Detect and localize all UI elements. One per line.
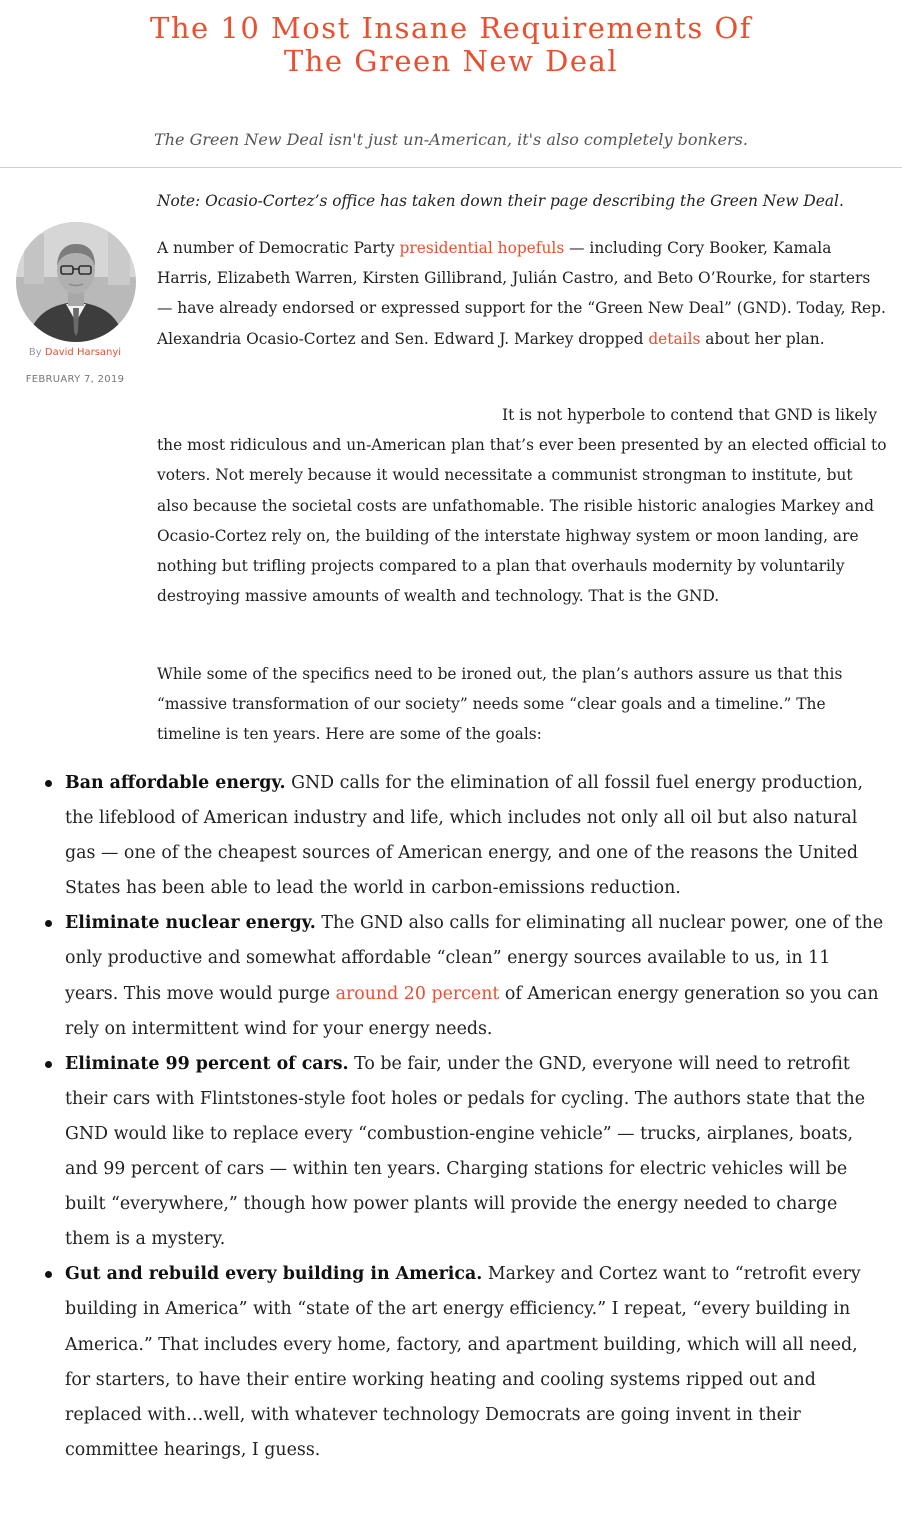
author-portrait-image (16, 222, 136, 342)
list-item-heading: Eliminate 99 percent of cars. (65, 1053, 349, 1074)
presidential-hopefuls-link[interactable]: presidential hopefuls (399, 239, 565, 257)
list-item-text-a: The GND also calls for eliminating all nuclear power, one of the only productive and somewhat affordable “clean” energy sources available to us, in 11 years. This move would purge (65, 913, 884, 1004)
list-item-text-b: of American energy generation so you can rely on intermittent wind for your energy needs. (65, 983, 879, 1039)
goals-list (40, 766, 885, 1468)
paragraph-intro-text-a: A number of Democratic Party (157, 239, 400, 257)
publish-date: FEBRUARY 7, 2019 (25, 374, 125, 385)
list-item-heading: Ban affordable energy. (65, 773, 286, 793)
list-item-eliminate-cars (40, 1047, 885, 1258)
header-divider (0, 167, 902, 168)
details-link[interactable]: details (648, 329, 701, 348)
author-avatar[interactable] (16, 222, 136, 342)
list-item-text: To be fair, under the GND, everyone will need to retrofit their cars with Flintstones-style foot holes or pedals for cycling. The authors state that the GND would like to replace every “combustion-engine vehicle” — trucks, airplanes, boats, and 99 percent of cars — within ten years. Charging stations for electric vehicles will be built “everywhere,” though how power plants will provide the energy needed to charge them is a mystery. (65, 1053, 866, 1250)
byline-prefix: By (28, 347, 42, 358)
paragraph-goals-intro: While some of the specifics need to be ironed out, the plan’s authors assure us that this “massive transformation of our society” needs some “clear goals and a timeline.” The timeline is ten years. Here are some of the goals: (157, 665, 843, 744)
paragraph-intro-text-c: about her plan. (700, 329, 825, 348)
paragraph-hyperbole: It is not hyperbole to contend that GND is likely the most ridiculous and un-American plan that’s ever been presented by an elected official to voters. Not merely because it would necessitate a communist strongman to institute, but also because the societal costs are unfathomable. The risible historic analogies Markey and Ocasio-Cortez rely on, the building of the interstate highway system or moon landing, are nothing but trifling projects compared to a plan that overhauls modernity by voluntarily destroying massive amounts of wealth and technology. That is the GND. (157, 406, 887, 606)
author-byline (10, 346, 140, 360)
list-item-heading: Gut and rebuild every building in America. (65, 1264, 483, 1285)
article-subtitle: The Green New Deal isn't just un-American, it's also completely bonkers. (154, 130, 748, 149)
list-item-rebuild-every-building (40, 1257, 885, 1468)
article-title: The 10 Most Insane Requirements Of The Green New Deal (150, 11, 752, 78)
list-item-text: GND calls for the elimination of all fossil fuel energy production, the lifeblood of American industry and life, which includes not only all oil but also natural gas — one of the cheapest sources of American energy, and one of the reasons the United States has been able to lead the world in carbon-emissions reduction. (65, 773, 864, 899)
list-item-text: Markey and Cortez want to “retrofit every building in America” with “state of the art energy efficiency.” I repeat, “every building in America.” That includes every home, factory, and apartment building, which will all need, for starters, to have their entire working heating and cooling systems ripped out and replaced with…well, with whatever technology Democrats are going invent in their committee hearings, I guess. (65, 1264, 861, 1460)
paragraph-intro (157, 233, 887, 354)
list-item-eliminate-nuclear-energy (40, 906, 885, 1046)
around-20-percent-link[interactable]: around 20 percent (335, 983, 500, 1004)
paragraph-intro-text-b: — including Cory Booker, Kamala Harris, Elizabeth Warren, Kirsten Gillibrand, Julián Castro, and Beto O’Rourke, for starters — have already endorsed or expressed support for the “Green New Deal” (GND). Today, Rep. Alexandria Ocasio-Cortez and Sen. Edward J. Markey dropped (157, 239, 886, 348)
list-item-heading: Eliminate nuclear energy. (65, 913, 316, 934)
editor-note: Note: Ocasio-Cortez’s office has taken down their page describing the Green New Deal. (157, 192, 844, 210)
author-name-link[interactable]: David Harsanyi (44, 347, 122, 358)
list-item-ban-affordable-energy (40, 766, 885, 906)
